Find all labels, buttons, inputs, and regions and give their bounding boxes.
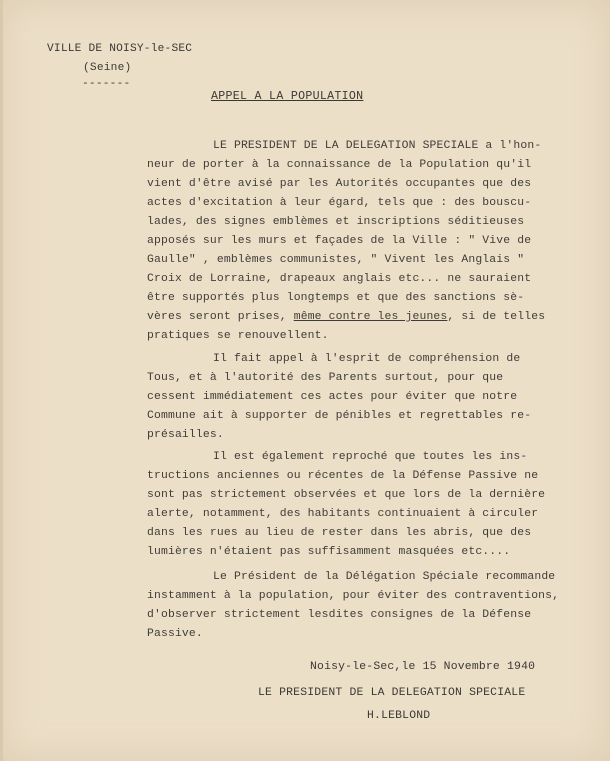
body-line: Commune ait à supporter de pénibles et regrettables re- xyxy=(147,410,532,422)
signatory-name: H.LEBLOND xyxy=(367,710,431,722)
body-line: tructions anciennes ou récentes de la Défense Passive ne xyxy=(147,470,539,482)
signatory-office: LE PRESIDENT DE LA DELEGATION SPECIALE xyxy=(258,687,526,699)
body-line: Il fait appel à l'esprit de compréhension de xyxy=(213,353,521,365)
body-line: vient d'être avisé par les Autorités occupantes que des xyxy=(147,178,532,190)
body-line: dans les rues au lieu de rester dans les abris, que des xyxy=(147,527,532,539)
body-line: sont pas strictement observées et que lors de la dernière xyxy=(147,489,546,501)
body-line: instamment à la population, pour éviter des contraventions, xyxy=(147,590,560,602)
body-line: Gaulle" , emblèmes communistes, " Vivent les Anglais " xyxy=(147,254,525,266)
body-line: être supportés plus longtemps et que des sanctions sè- xyxy=(147,292,525,304)
body-line: actes d'excitation à leur égard, tels que : des bouscu- xyxy=(147,197,532,209)
place-date: Noisy-le-Sec,le 15 Novembre 1940 xyxy=(310,661,536,673)
body-line: Tous, et à l'autorité des Parents surtout, pour que xyxy=(147,372,504,384)
body-line: Croix de Lorraine, drapeaux anglais etc... ne sauraient xyxy=(147,273,532,285)
underlined-phrase: même contre les jeunes xyxy=(293,311,448,323)
body-line-mixed xyxy=(147,311,545,323)
body-line: d'observer strictement lesdites consignes de la Défense xyxy=(147,609,532,621)
body-line: Il est également reproché que toutes les ins- xyxy=(213,451,528,463)
body-line: LE PRESIDENT DE LA DELEGATION SPECIALE a l'hon- xyxy=(213,140,542,152)
body-line: lades, des signes emblèmes et inscriptions séditieuses xyxy=(147,216,525,228)
document-title: APPEL A LA POPULATION xyxy=(211,90,364,103)
body-line: Le Président de la Délégation Spéciale recommande xyxy=(213,571,556,583)
body-line: neur de porter à la connaissance de la Population qu'il xyxy=(147,159,532,171)
body-text: vères seront prises, xyxy=(147,311,287,323)
paper-edge xyxy=(0,0,3,761)
body-line: présailles. xyxy=(147,429,224,441)
body-line: pratiques se renouvellent. xyxy=(147,330,329,342)
body-line: cessent immédiatement ces actes pour éviter que notre xyxy=(147,391,518,403)
body-text: , si de telles xyxy=(447,311,546,323)
body-line: Passive. xyxy=(147,628,203,640)
town-header: VILLE DE NOISY-le-SEC xyxy=(47,43,193,55)
header-rule: ------- xyxy=(82,78,131,90)
body-line: lumières n'étaient pas suffisamment masquées etc.... xyxy=(147,546,511,558)
body-line: apposés sur les murs et façades de la Ville : " Vive de xyxy=(147,235,532,247)
body-line: alerte, notamment, des habitants continuaient à circuler xyxy=(147,508,539,520)
department-label: (Seine) xyxy=(83,62,132,74)
